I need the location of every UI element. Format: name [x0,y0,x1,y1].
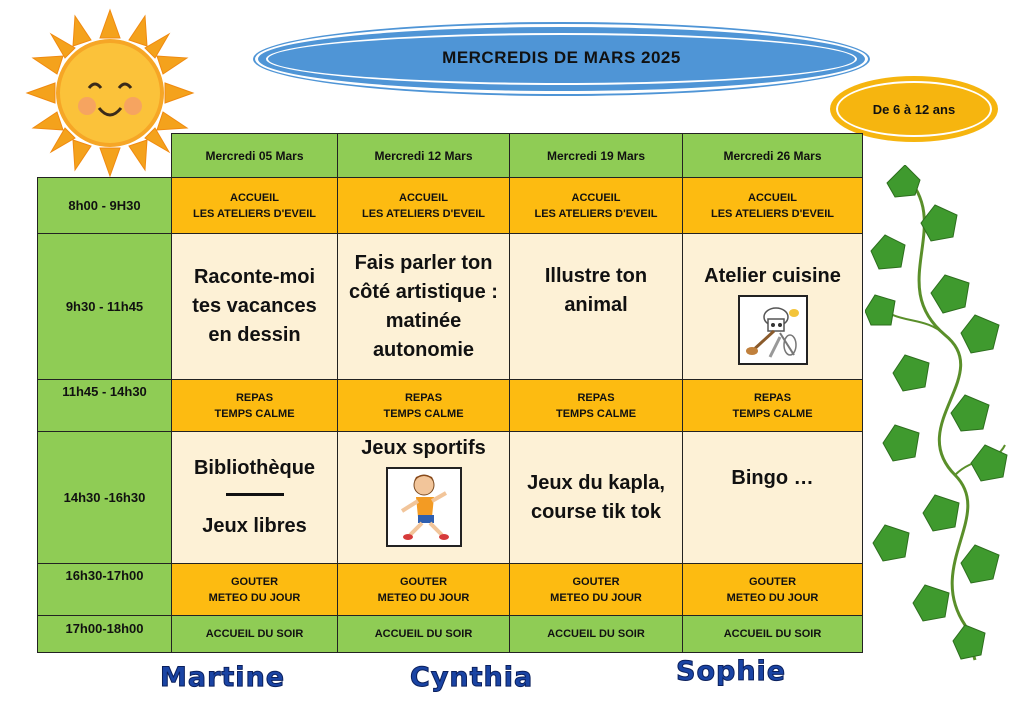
activity-cell: Fais parler ton côté artistique : matinée autonomie [338,234,510,380]
evening-cell: ACCUEIL DU SOIR [683,616,863,653]
time-slot: 11h45 - 14h30 [38,380,172,432]
cooking-icon [738,295,808,365]
running-boy-icon [386,467,462,547]
time-slot: 9h30 - 11h45 [38,234,172,380]
morning-welcome-cell: ACCUEIL LES ATELIERS D'EVEIL [338,178,510,234]
lunch-cell: REPAS TEMPS CALME [172,380,338,432]
evening-cell: ACCUEIL DU SOIR [338,616,510,653]
day-header: Mercredi 12 Mars [338,134,510,178]
time-slot: 16h30-17h00 [38,564,172,616]
time-slot: 8h00 - 9H30 [38,178,172,234]
table-row [38,564,863,616]
morning-welcome-cell: ACCUEIL LES ATELIERS D'EVEIL [510,178,683,234]
activity-cell-library [172,432,338,564]
activity-title: Jeux libres [202,515,307,537]
activity-cell: Jeux du kapla, course tik tok [510,432,683,564]
table-row [38,380,863,432]
title-banner [255,24,868,94]
header-row [38,134,863,178]
corner-cell [38,134,172,178]
snack-cell: GOUTER METEO DU JOUR [683,564,863,616]
evening-cell: ACCUEIL DU SOIR [510,616,683,653]
lunch-cell: REPAS TEMPS CALME [510,380,683,432]
time-slot: 17h00-18h00 [38,616,172,653]
table-row [38,616,863,653]
morning-welcome-cell: ACCUEIL LES ATELIERS D'EVEIL [172,178,338,234]
separator-line [226,493,284,496]
table-row [38,432,863,564]
staff-name-cynthia: Cynthia [410,662,534,693]
evening-cell: ACCUEIL DU SOIR [172,616,338,653]
activity-cell: Illustre ton animal [510,234,683,380]
staff-name-martine: Martine [160,662,286,693]
ivy-vine-illustration [865,165,1015,665]
day-header: Mercredi 05 Mars [172,134,338,178]
lunch-cell: REPAS TEMPS CALME [338,380,510,432]
snack-cell: GOUTER METEO DU JOUR [172,564,338,616]
activity-cell: Bingo … [683,432,863,564]
schedule-table [37,133,863,653]
activity-title: Atelier cuisine [704,265,841,287]
day-header: Mercredi 19 Mars [510,134,683,178]
page-title: MERCREDIS DE MARS 2025 [442,48,681,67]
morning-welcome-cell: ACCUEIL LES ATELIERS D'EVEIL [683,178,863,234]
staff-name-sophie: Sophie [676,656,787,687]
age-range-label: De 6 à 12 ans [872,102,956,117]
activity-title: Bibliothèque [193,457,316,479]
snack-cell: GOUTER METEO DU JOUR [338,564,510,616]
table-row [38,234,863,380]
activity-cell-sports [338,432,510,564]
time-slot: 14h30 -16h30 [38,432,172,564]
table-row [38,178,863,234]
snack-cell: GOUTER METEO DU JOUR [510,564,683,616]
lunch-cell: REPAS TEMPS CALME [683,380,863,432]
day-header: Mercredi 26 Mars [683,134,863,178]
activity-title: Jeux sportifs [361,437,486,459]
activity-cell: Raconte-moi tes vacances en dessin [172,234,338,380]
activity-cell-cooking [683,234,863,380]
